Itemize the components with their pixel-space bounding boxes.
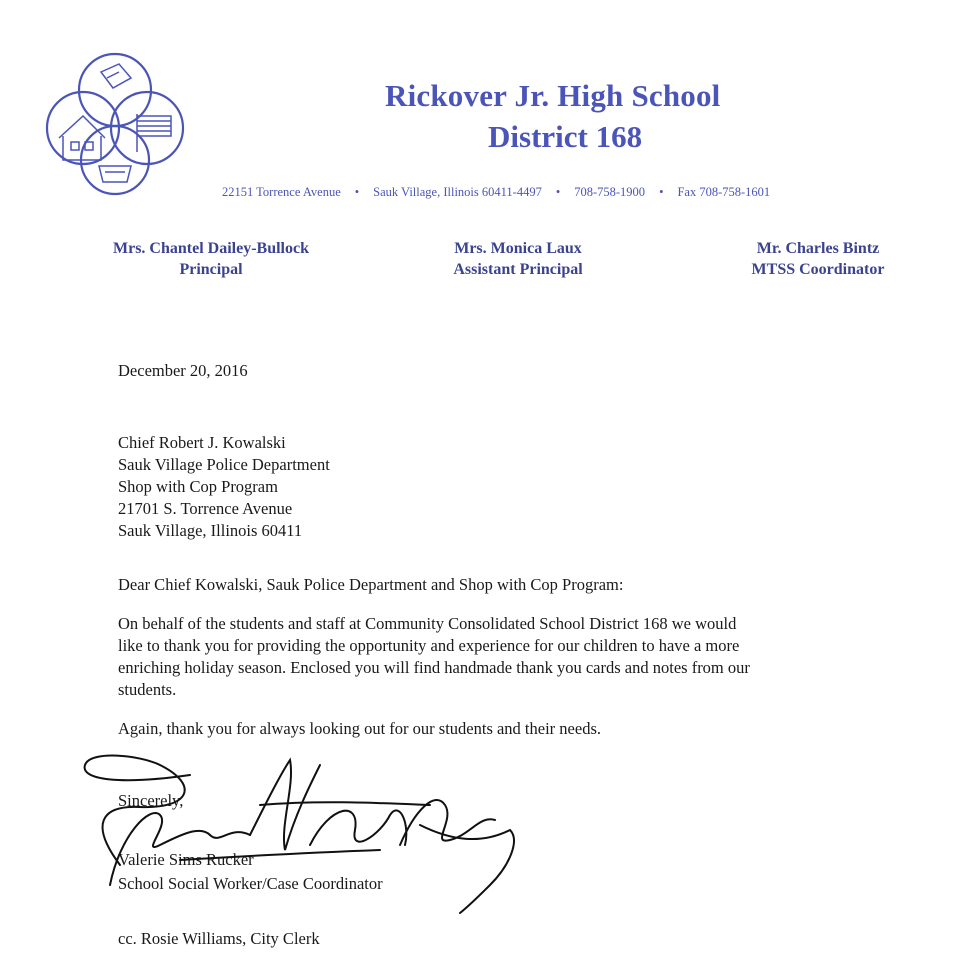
- district-name: District 168: [488, 119, 643, 154]
- body-line: like to thank you for providing the opportunity and experience for our children to have a more: [118, 636, 740, 655]
- staff-title: Assistant Principal: [453, 261, 583, 278]
- school-fax: Fax 708-758-1601: [677, 185, 771, 199]
- recipient-line: 21701 S. Torrence Avenue: [118, 499, 293, 518]
- staff-title: Principal: [179, 261, 243, 278]
- letter-date: December 20, 2016: [118, 361, 248, 380]
- cc-line: cc. Rosie Williams, City Clerk: [118, 929, 320, 948]
- district-logo: [45, 48, 185, 196]
- recipient-address: [118, 432, 330, 542]
- staff-mtss-coordinator: [720, 238, 916, 280]
- body-paragraph: [118, 613, 750, 701]
- recipient-line: Shop with Cop Program: [118, 477, 278, 496]
- recipient-line: Chief Robert J. Kowalski: [118, 433, 286, 452]
- signature-block: [118, 848, 383, 896]
- letterhead-contact-line: [222, 185, 922, 200]
- separator: •: [555, 185, 561, 199]
- staff-assistant-principal: [420, 238, 616, 280]
- sign-off: Sincerely,: [118, 791, 184, 810]
- school-phone: 708-758-1900: [574, 185, 646, 199]
- closing-paragraph: Again, thank you for always looking out for our students and their needs.: [118, 719, 601, 738]
- recipient-line: Sauk Village Police Department: [118, 455, 330, 474]
- separator: •: [659, 185, 664, 199]
- staff-title: MTSS Coordinator: [751, 261, 885, 278]
- school-city: Sauk Village, Illinois 60411-4497: [373, 185, 542, 199]
- body-line: On behalf of the students and staff at Community Consolidated School District 168 we would: [118, 614, 737, 633]
- salutation: Dear Chief Kowalski, Sauk Police Department and Shop with Cop Program:: [118, 575, 624, 594]
- school-address: 22151 Torrence Avenue: [222, 185, 341, 199]
- signer-title: School Social Worker/Case Coordinator: [118, 874, 383, 893]
- staff-principal: [88, 238, 334, 280]
- staff-name: Mr. Charles Bintz: [756, 240, 880, 257]
- staff-name: Mrs. Chantel Dailey-Bullock: [113, 240, 309, 257]
- staff-name: Mrs. Monica Laux: [454, 240, 582, 257]
- school-name: Rickover Jr. High School: [385, 78, 721, 113]
- separator: •: [354, 185, 360, 199]
- signer-name: Valerie Sims Rucker: [118, 850, 254, 869]
- body-line: students.: [118, 680, 177, 699]
- recipient-line: Sauk Village, Illinois 60411: [118, 521, 303, 540]
- body-line: enriching holiday season. Enclosed you will find handmade thank you cards and notes from our: [118, 658, 750, 677]
